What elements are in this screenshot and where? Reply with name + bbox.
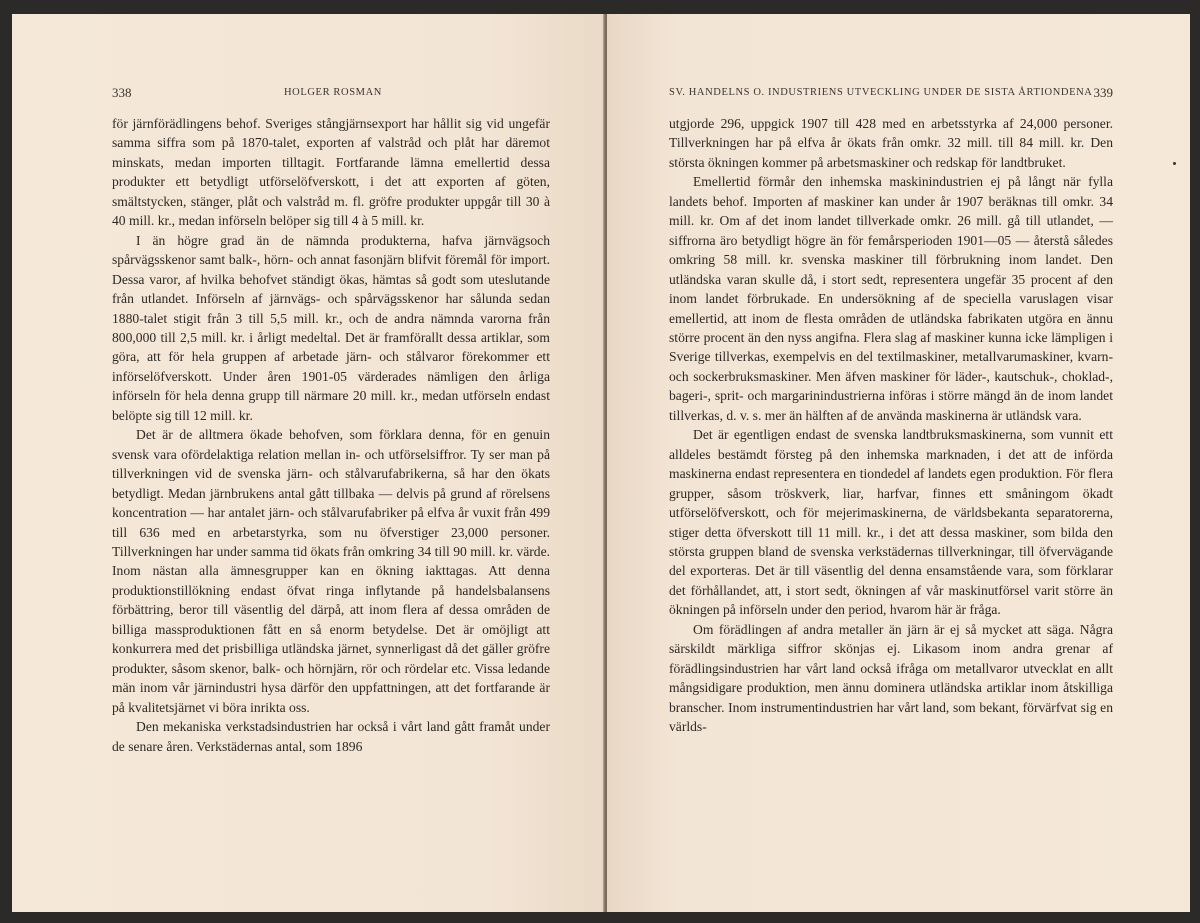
paragraph: Det är de alltmera ökade behofven, som förklara denna, för en genuin svensk vara ofördelaktiga relation mellan in- och utförselsiffror. Ty ser man på tillverkningen vid de svenska järn- och stålvarufabrikerna, så har den ökats betydligt. Medan järnbrukens antal gått tillbaka — delvis på grund af rörelsens koncentration — har antalet järn- och stålvarufabriker på elfva år vuxit från 499 till 636 med en arbetarstyrka, som nu öfverstiger 23,000 personer. Tillverkningen har under samma tid ökats från omkring 34 till 90 mill. kr. värde. Inom nästan alla ämnesgrupper kan en ökning iakttagas. Att denna produktionstillökning endast öfvat ringa inflytande på handelsbalansens förbättring, beror till väsentlig del därpå, att inom flera af dessa områden de billiga massproduktionen fått en så enorm betydelse. Det är omöjligt att konkurrera med det prisbilliga utländska järnet, synnerligast då det gäller gröfre produkter, såsom skenor, balk- och hörnjärn, rör och rördelar etc. Vissa ledande män inom vår järnindustri hysa därför den uppfattningen, att det fortfarande är på kvalitetsjärnet vi böra inrikta oss. [112,427,550,715]
right-page-body [669,114,1113,737]
paragraph: Om förädlingen af andra metaller än järn är ej så mycket att säga. Några särskildt märkliga siffror skönjas ej. Likasom inom andra grenar af förädlingsindustrien har vårt land också ifråga om metallvaror utvecklat en allt mångsidigare produktion, men ännu dominera utländska artiklar inom åtskilliga branscher. Inom instrumentindustrien har vårt land, som bekant, förvärfvat sig en världs- [669,621,1113,735]
left-page [12,14,605,912]
left-page-body [112,114,550,756]
paragraph: I än högre grad än de nämnda produkterna, hafva järnvägsoch spårvägsskenor samt balk-, hörn- och annat fasonjärn blifvit föremål för import. Dessa varor, af hvilka behofvet ständigt ökas, hämtas så godt som uteslutande från utlandet. Införseln af järnvägs- och spårvägsskenor har sålunda sedan 1880-talet stigit från 3 till 5,5 mill. kr., och de andra nämnda varorna från 800,000 till 2,5 mill. kr. i årligt medeltal. Det är framförallt dessa artiklar, som göra, att för hela gruppen af arbetade järn- och stålvaror förekommer ett införselöfverskott. Under åren 1901-05 värderades nämligen den årliga införseln för hela denna grupp till närmare 20 mill. kr., medan utförseln endast belöpte sig till 12 mill. kr. [112,232,550,423]
margin-dot [1173,162,1176,165]
right-page [607,14,1190,912]
paragraph: för järnförädlingens behof. Sveriges stångjärnsexport har hållit sig vid ungefär samma siffra som på 1870-talet, exporten af valstråd och plåt har däremot minskats, medan importen tilltagit. Fortfarande lämna emellertid dessa produkter ett betydligt utförselöfverskott, i det att exporten af göten, smältstycken, stänger, plåt och valstråd m. fl. gröfre produkter uppgår till 30 à 40 mill. kr., medan införseln belöper sig till 4 à 5 mill. kr. [112,116,550,229]
paragraph: Emellertid förmår den inhemska maskinindustrien ej på långt när fylla landets behof. Importen af maskiner kan under år 1907 beräknas till omkr. 34 mill. kr. Om af det inom landet tillverkade omkr. 26 mill. gå till utlandet, — siffrorna äro betydligt högre än för femårsperioden 1901—05 — återstå således omkring 58 mill. kr. svenska maskiner till förbrukning inom landet. Den utländska varan skulle då, i stort sedt, representera ungefär 35 procent af den inom landet förbrukade. En undersökning af de speciella varuslagen visar emellertid, att inom de flesta områden de utländska fabrikaten utgöra en ännu större procent än den nyss angifna. Flera slag af maskiner kunna icke lämpligen i Sverige tillverkas, exempelvis en del textilmaskiner, metallvarumaskiner, kvarn- och sockerbruksmaskiner. Men äfven maskiner för läder-, kautschuk-, choklad-, bageri-, sprit- och margarinindustrierna införas i större mängd än de inom landet tillverkas, d. v. s. mer än hälften af de använda maskinerna är utländsk vara. [669,174,1113,423]
left-page-number: 338 [112,85,132,100]
right-running-head: SV. HANDELNS O. INDUSTRIENS UTVECKLING UNDER DE SISTA ÅRTIONDENA [669,87,1093,98]
paragraph: utgjorde 296, uppgick 1907 till 428 med en arbetsstyrka af 24,000 personer. Tillverkningen har på elfva år ökats från omkr. 32 mill. till 84 mill. kr. Den största ökningen kommer på arbetsmaskiner och redskap för landtbruket. [669,116,1113,170]
paragraph: Den mekaniska verkstadsindustrien har också i vårt land gått framåt under de senare åren. Verkstädernas antal, som 1896 [112,719,550,754]
paragraph: Det är egentligen endast de svenska landtbruksmaskinerna, som vunnit ett alldeles bestämdt försteg på den inhemska marknaden, i det att de införda maskinerna endast representera en tiondedel af landets egen produktion. För flera grupper, såsom tröskverk, liar, harfvar, finnes ett småningom ökadt utförselöfverskott, och för mejerimaskinerna, de världsbekanta separatorerna, stiger detta öfverskott till 11 mill. kr., i det att dessa maskiner, som bilda den största gruppen bland de svenska verkstädernas tillverkningar, till öfvervägande del exporteras. Det är till väsentlig del denna ensamstående vara, som förklarar det förhållandet, att, i stort sedt, ökningen af vår maskinutförsel varit större än ökningen på införseln under den period, hvarom här är fråga. [669,427,1113,618]
right-page-number: 339 [1093,85,1113,100]
left-running-head: HOLGER ROSMAN [284,87,382,98]
